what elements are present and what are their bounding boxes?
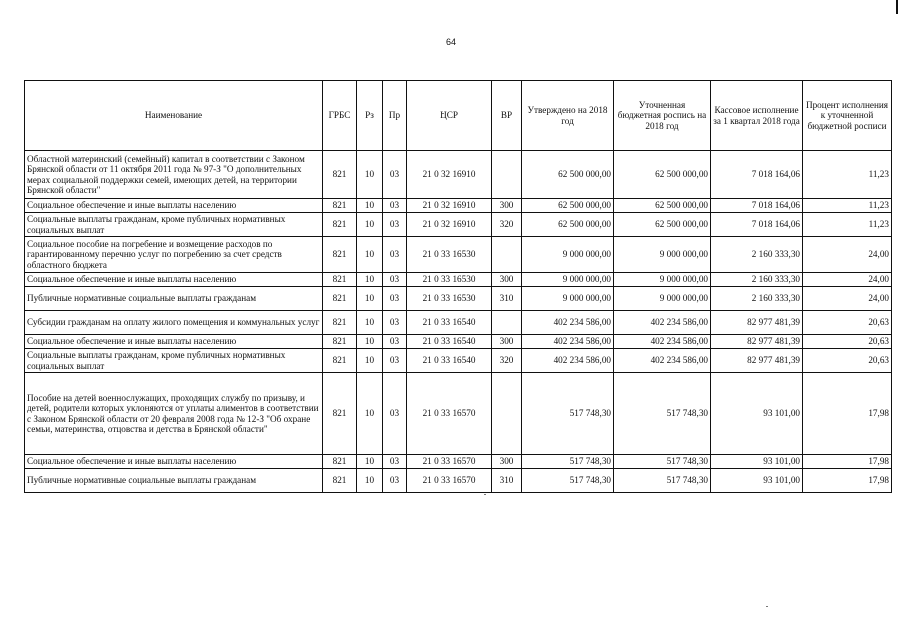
- cell-rz: 10: [357, 469, 383, 493]
- cell-pr: 03: [383, 287, 407, 311]
- header-refined: Уточненная бюджетная роспись на 2018 год: [614, 81, 711, 151]
- table-row: [25, 469, 892, 493]
- cell-grbs: 821: [323, 349, 357, 373]
- cell-approved: 402 234 586,00: [522, 311, 614, 335]
- cell-refined: 517 748,30: [614, 373, 711, 455]
- cell-cash: 7 018 164,06: [711, 213, 803, 237]
- cell-pr: 03: [383, 455, 407, 469]
- cell-grbs: 821: [323, 311, 357, 335]
- cell-percent: 11,23: [803, 213, 892, 237]
- table-row: [25, 151, 892, 199]
- cell-name: Социальное обеспечение и иные выплаты населению: [25, 273, 323, 287]
- cell-refined: 517 748,30: [614, 455, 711, 469]
- cell-refined: 62 500 000,00: [614, 213, 711, 237]
- cell-cash: 82 977 481,39: [711, 349, 803, 373]
- cell-name: Социальные выплаты гражданам, кроме публичных нормативных социальных выплат: [25, 349, 323, 373]
- header-percent: Процент исполнения к уточненной бюджетной росписи: [803, 81, 892, 151]
- cell-grbs: 821: [323, 213, 357, 237]
- cell-csr: 21 0 33 16570: [407, 373, 492, 455]
- cell-pr: 03: [383, 311, 407, 335]
- cell-vr: [492, 237, 522, 273]
- cell-cash: 93 101,00: [711, 455, 803, 469]
- cell-cash: 2 160 333,30: [711, 273, 803, 287]
- table-row: [25, 335, 892, 349]
- cell-grbs: 821: [323, 273, 357, 287]
- table-row: [25, 213, 892, 237]
- cell-grbs: 821: [323, 287, 357, 311]
- cell-rz: 10: [357, 273, 383, 287]
- cell-csr: 21 0 33 16530: [407, 287, 492, 311]
- cell-vr: 300: [492, 199, 522, 213]
- cell-vr: [492, 311, 522, 335]
- header-rz: Рз: [357, 81, 383, 151]
- cell-percent: 20,63: [803, 335, 892, 349]
- cell-refined: 9 000 000,00: [614, 287, 711, 311]
- header-grbs: ГРБС: [323, 81, 357, 151]
- cell-approved: 62 500 000,00: [522, 151, 614, 199]
- cell-grbs: 821: [323, 237, 357, 273]
- cell-percent: 11,23: [803, 199, 892, 213]
- table-row: [25, 311, 892, 335]
- cell-pr: 03: [383, 273, 407, 287]
- cell-refined: 402 234 586,00: [614, 335, 711, 349]
- scan-speck: [766, 606, 768, 607]
- cell-csr: 21 0 33 16530: [407, 237, 492, 273]
- cell-refined: 62 500 000,00: [614, 151, 711, 199]
- cell-vr: 310: [492, 287, 522, 311]
- scan-speck: [484, 494, 486, 495]
- table-row: [25, 349, 892, 373]
- cell-vr: 300: [492, 273, 522, 287]
- cell-percent: 17,98: [803, 373, 892, 455]
- cell-approved: 517 748,30: [522, 373, 614, 455]
- cell-approved: 9 000 000,00: [522, 287, 614, 311]
- cell-percent: 20,63: [803, 311, 892, 335]
- cell-percent: 11,23: [803, 151, 892, 199]
- cell-pr: 03: [383, 349, 407, 373]
- header-vr: ВР: [492, 81, 522, 151]
- cell-rz: 10: [357, 455, 383, 469]
- cell-percent: 17,98: [803, 455, 892, 469]
- cell-csr: 21 0 32 16910: [407, 199, 492, 213]
- table-row: [25, 287, 892, 311]
- cell-vr: [492, 151, 522, 199]
- cell-vr: 310: [492, 469, 522, 493]
- cell-pr: 03: [383, 237, 407, 273]
- cell-vr: 320: [492, 213, 522, 237]
- cell-grbs: 821: [323, 455, 357, 469]
- header-cash: Кассовое исполнение за 1 квартал 2018 года: [711, 81, 803, 151]
- cell-approved: 62 500 000,00: [522, 199, 614, 213]
- table-row: [25, 273, 892, 287]
- cell-approved: 9 000 000,00: [522, 237, 614, 273]
- cell-vr: 300: [492, 455, 522, 469]
- cell-rz: 10: [357, 213, 383, 237]
- cell-grbs: 821: [323, 373, 357, 455]
- cell-cash: 82 977 481,39: [711, 311, 803, 335]
- cell-name: Социальное обеспечение и иные выплаты населению: [25, 199, 323, 213]
- cell-refined: 402 234 586,00: [614, 349, 711, 373]
- table-header-row: [25, 81, 892, 151]
- cell-approved: 517 748,30: [522, 469, 614, 493]
- cell-csr: 21 0 33 16530: [407, 273, 492, 287]
- cell-pr: 03: [383, 199, 407, 213]
- cell-name: Социальное пособие на погребение и возмещение расходов по гарантированному перечню услуг по погребению за счет средств областного бюджета: [25, 237, 323, 273]
- cell-csr: 21 0 33 16540: [407, 311, 492, 335]
- cell-cash: 7 018 164,06: [711, 199, 803, 213]
- cell-rz: 10: [357, 335, 383, 349]
- cell-cash: 2 160 333,30: [711, 237, 803, 273]
- cell-pr: 03: [383, 469, 407, 493]
- cell-csr: 21 0 33 16540: [407, 349, 492, 373]
- cell-percent: 24,00: [803, 237, 892, 273]
- cell-percent: 24,00: [803, 273, 892, 287]
- cell-name: Публичные нормативные социальные выплаты гражданам: [25, 469, 323, 493]
- scan-edge-mark: [896, 0, 898, 14]
- cell-cash: 93 101,00: [711, 469, 803, 493]
- cell-percent: 17,98: [803, 469, 892, 493]
- cell-approved: 9 000 000,00: [522, 273, 614, 287]
- budget-table: [24, 80, 892, 493]
- cell-refined: 402 234 586,00: [614, 311, 711, 335]
- cell-rz: 10: [357, 151, 383, 199]
- header-approved: Утверждено на 2018 год: [522, 81, 614, 151]
- table-row: [25, 237, 892, 273]
- cell-grbs: 821: [323, 335, 357, 349]
- cell-grbs: 821: [323, 199, 357, 213]
- cell-cash: 93 101,00: [711, 373, 803, 455]
- cell-approved: 517 748,30: [522, 455, 614, 469]
- cell-percent: 24,00: [803, 287, 892, 311]
- cell-vr: [492, 373, 522, 455]
- cell-name: Пособие на детей военнослужащих, проходящих службу по призыву, и детей, родители которых уклоняются от уплаты алиментов в соответствии с Законом Брянской области от 20 февраля 2008 года № 12-З "Об охране семьи, материнства, отцовства и детства в Брянской области": [25, 373, 323, 455]
- cell-csr: 21 0 33 16540: [407, 335, 492, 349]
- header-csr: ЦСР: [407, 81, 492, 151]
- table-row: [25, 455, 892, 469]
- cell-pr: 03: [383, 151, 407, 199]
- cell-csr: 21 0 32 16910: [407, 213, 492, 237]
- cell-cash: 82 977 481,39: [711, 335, 803, 349]
- cell-rz: 10: [357, 199, 383, 213]
- cell-grbs: 821: [323, 151, 357, 199]
- cell-refined: 517 748,30: [614, 469, 711, 493]
- page-number: 64: [446, 37, 457, 47]
- cell-rz: 10: [357, 237, 383, 273]
- cell-refined: 9 000 000,00: [614, 237, 711, 273]
- cell-vr: 300: [492, 335, 522, 349]
- cell-rz: 10: [357, 349, 383, 373]
- cell-csr: 21 0 33 16570: [407, 455, 492, 469]
- cell-name: Социальное обеспечение и иные выплаты населению: [25, 455, 323, 469]
- cell-grbs: 821: [323, 469, 357, 493]
- cell-percent: 20,63: [803, 349, 892, 373]
- cell-name: Областной материнский (семейный) капитал в соответствии с Законом Брянской области от 11 октября 2011 года № 97-З "О дополнительных мерах социальной поддержки семей, имеющих детей, на территории Брянской области": [25, 151, 323, 199]
- cell-cash: 7 018 164,06: [711, 151, 803, 199]
- table-row: [25, 373, 892, 455]
- cell-name: Субсидии гражданам на оплату жилого помещения и коммунальных услуг: [25, 311, 323, 335]
- cell-approved: 402 234 586,00: [522, 335, 614, 349]
- header-name: Наименование: [25, 81, 323, 151]
- table-row: [25, 199, 892, 213]
- cell-cash: 2 160 333,30: [711, 287, 803, 311]
- cell-refined: 62 500 000,00: [614, 199, 711, 213]
- cell-rz: 10: [357, 311, 383, 335]
- cell-vr: 320: [492, 349, 522, 373]
- header-pr: Пр: [383, 81, 407, 151]
- cell-name: Социальные выплаты гражданам, кроме публичных нормативных социальных выплат: [25, 213, 323, 237]
- cell-rz: 10: [357, 287, 383, 311]
- cell-approved: 402 234 586,00: [522, 349, 614, 373]
- cell-approved: 62 500 000,00: [522, 213, 614, 237]
- cell-pr: 03: [383, 373, 407, 455]
- cell-name: Социальное обеспечение и иные выплаты населению: [25, 335, 323, 349]
- cell-csr: 21 0 33 16570: [407, 469, 492, 493]
- cell-refined: 9 000 000,00: [614, 273, 711, 287]
- cell-csr: 21 0 32 16910: [407, 151, 492, 199]
- cell-rz: 10: [357, 373, 383, 455]
- cell-pr: 03: [383, 213, 407, 237]
- cell-name: Публичные нормативные социальные выплаты гражданам: [25, 287, 323, 311]
- cell-pr: 03: [383, 335, 407, 349]
